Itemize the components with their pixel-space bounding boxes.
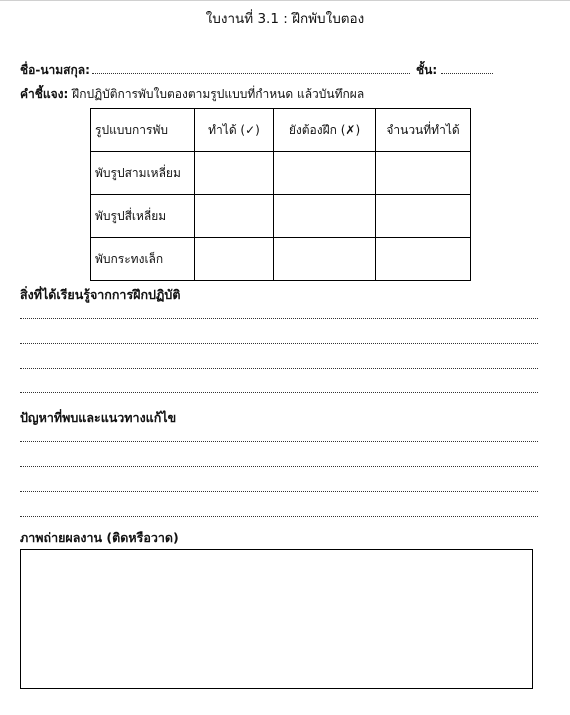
section-problems-heading: ปัญหาที่พบและแนวทางแก้ไข (20, 410, 177, 425)
cell-need-practice[interactable] (274, 152, 376, 195)
instruction-label: คำชี้แจง: (20, 87, 69, 101)
instruction (20, 85, 364, 104)
table-row (91, 238, 471, 281)
header-need-practice: ยังต้องฝึก (✗) (274, 109, 376, 152)
photo-box[interactable] (20, 549, 533, 689)
name-label: ชื่อ-นามสกุล: (20, 63, 90, 77)
cell-count[interactable] (376, 152, 471, 195)
cell-count[interactable] (376, 238, 471, 281)
cell-can-do[interactable] (195, 152, 274, 195)
cell-need-practice[interactable] (274, 195, 376, 238)
header-fold-style: รูปแบบการพับ (91, 109, 195, 152)
problems-line-3[interactable] (20, 491, 538, 492)
cell-need-practice[interactable] (274, 238, 376, 281)
table-header-row (91, 109, 471, 152)
header-count-done: จำนวนที่ทำได้ (376, 109, 471, 152)
learned-line-4[interactable] (20, 392, 538, 393)
learned-line-1[interactable] (20, 318, 538, 319)
row-label-triangle: พับรูปสามเหลี่ยม (91, 152, 195, 195)
problems-line-1[interactable] (20, 441, 538, 442)
header-can-do: ทำได้ (✓) (195, 109, 274, 152)
page-top-border (0, 0, 570, 1)
class-label: ชั้น: (416, 63, 438, 77)
cell-can-do[interactable] (195, 238, 274, 281)
name-fill-line[interactable] (92, 73, 410, 74)
table-row (91, 152, 471, 195)
learned-line-2[interactable] (20, 343, 538, 344)
class-fill-line[interactable] (441, 73, 493, 74)
section-photo-heading: ภาพถ่ายผลงาน (ติดหรือวาด) (20, 530, 179, 545)
problems-line-2[interactable] (20, 466, 538, 467)
cell-can-do[interactable] (195, 195, 274, 238)
problems-line-4[interactable] (20, 516, 538, 517)
table-row (91, 195, 471, 238)
instruction-text: ฝึกปฏิบัติการพับใบตองตามรูปแบบที่กำหนด แล้วบันทึกผล (72, 87, 365, 101)
row-label-small-krathong: พับกระทงเล็ก (91, 238, 195, 281)
practice-table (90, 108, 471, 281)
section-learned-heading: สิ่งที่ได้เรียนรู้จากการฝึกปฏิบัติ (20, 287, 181, 302)
row-label-square: พับรูปสี่เหลี่ยม (91, 195, 195, 238)
learned-line-3[interactable] (20, 368, 538, 369)
worksheet-title: ใบงานที่ 3.1 : ฝึกพับใบตอง (205, 11, 365, 27)
cell-count[interactable] (376, 195, 471, 238)
